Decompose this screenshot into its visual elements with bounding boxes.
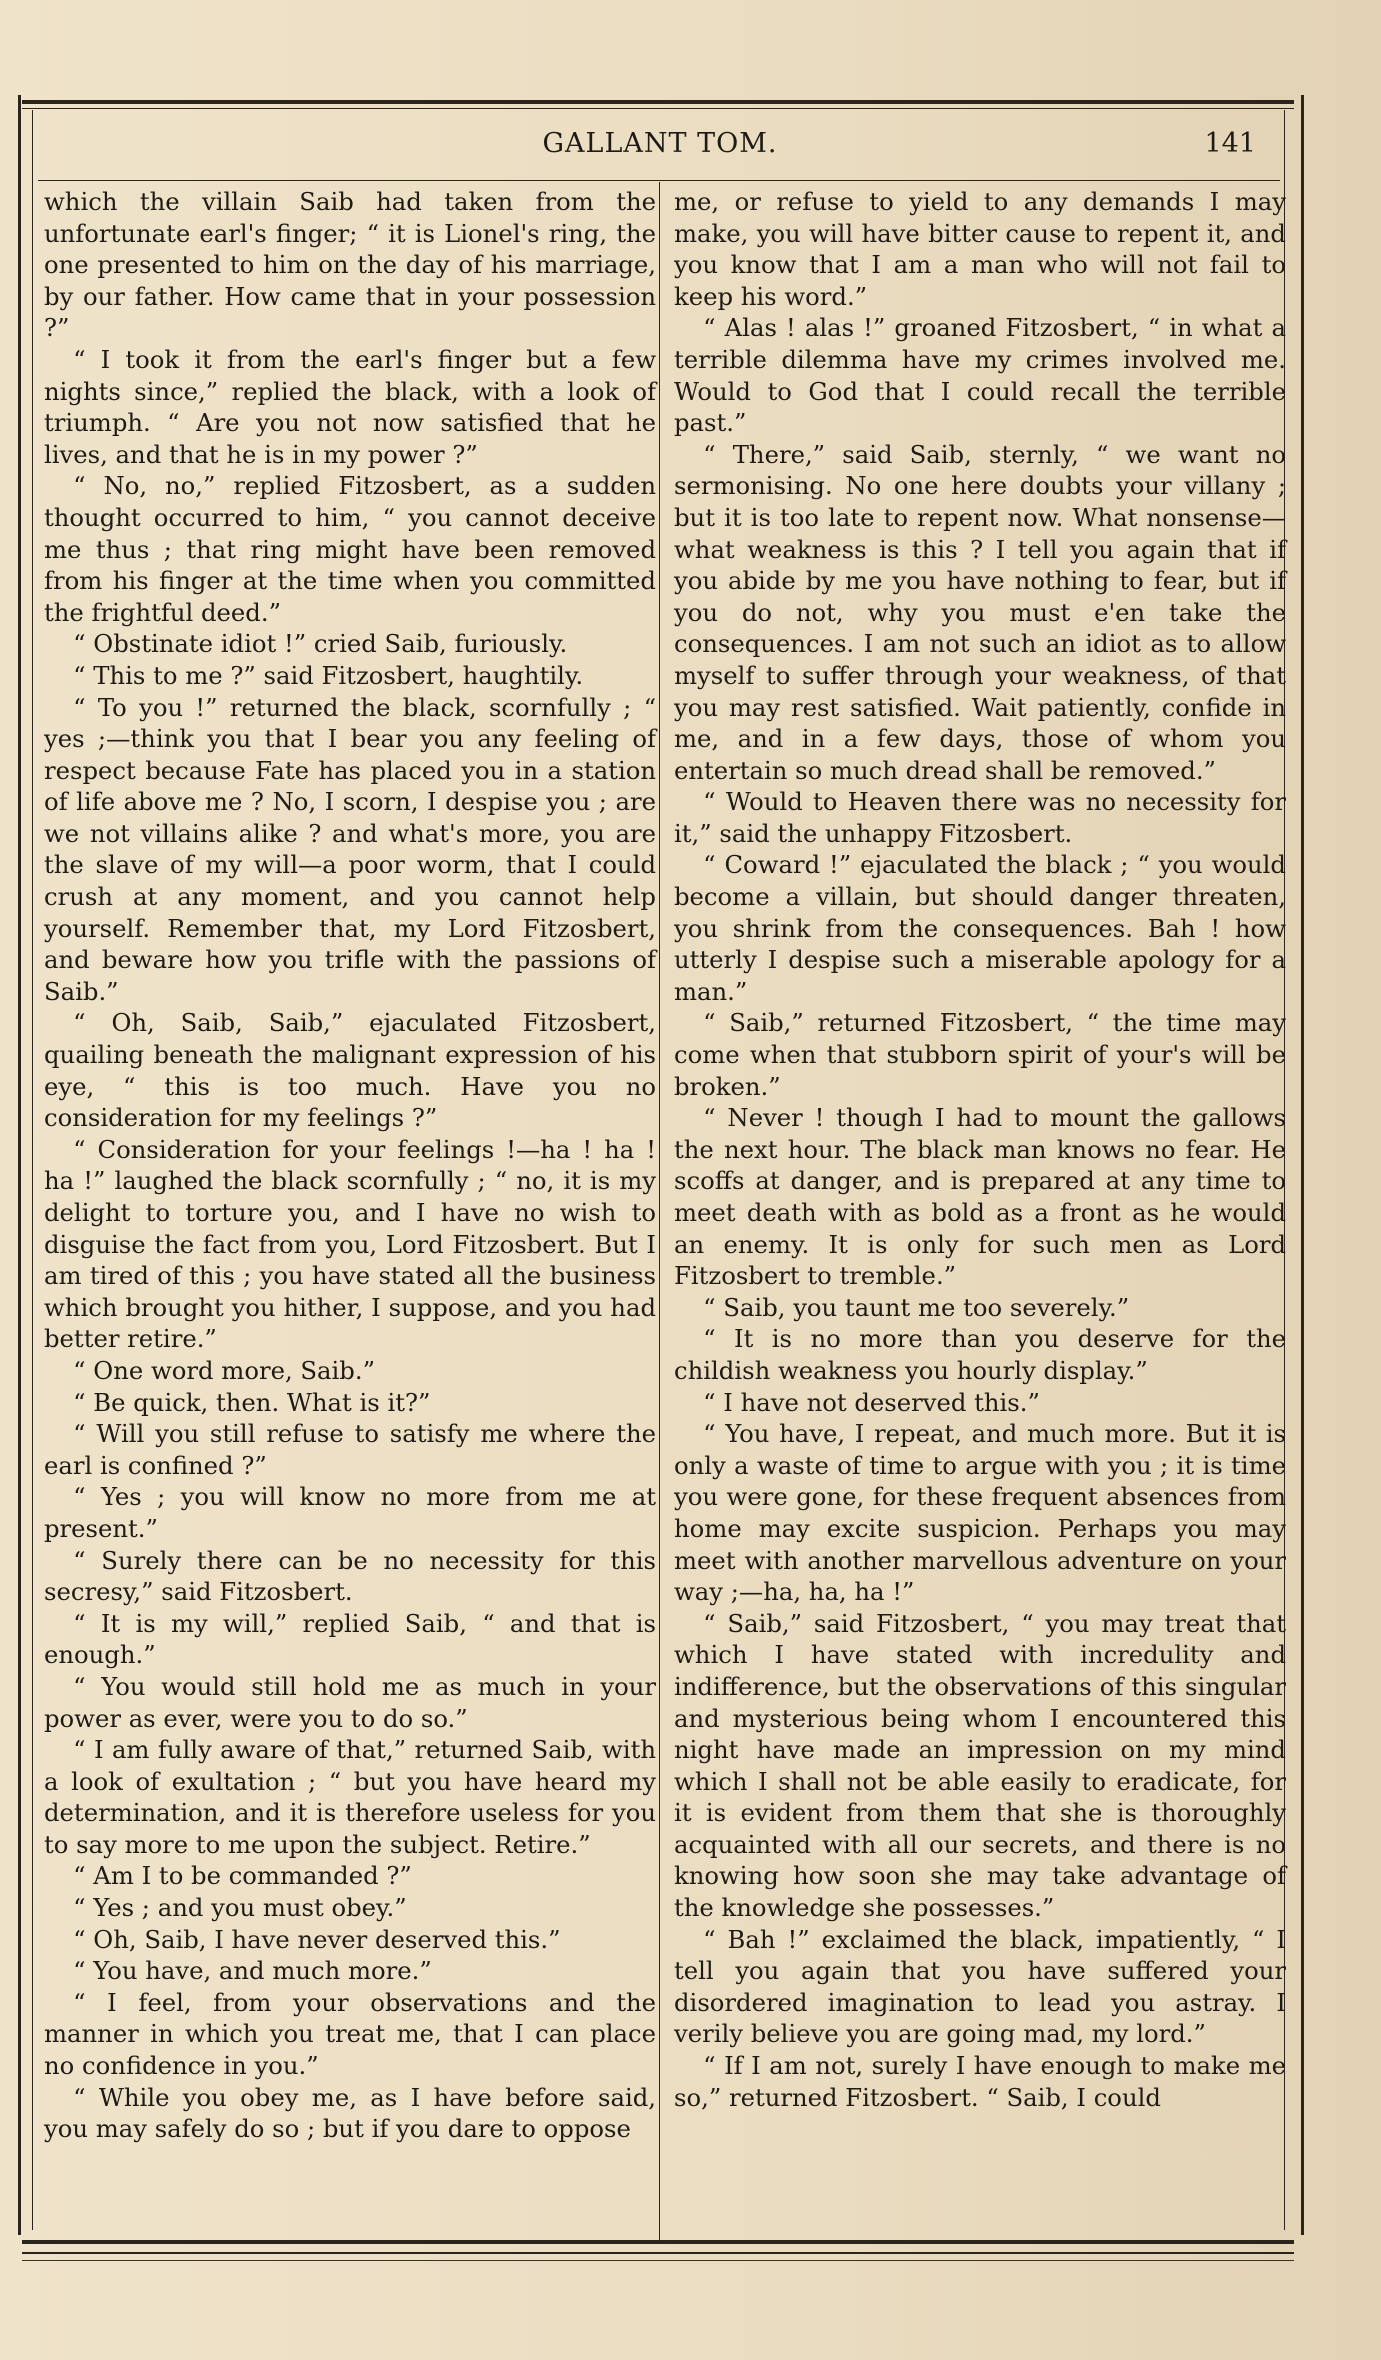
inner-left-rule (32, 110, 33, 2230)
paragraph: “ Oh, Saib, I have never deserved this.” (73, 1924, 561, 1954)
paragraph: “ Saib, you taunt me too severely.” (703, 1292, 1130, 1322)
paragraph: “ I feel, from your observations and the manner in which you treat me, that I can place no confidence in you.” (44, 1987, 656, 2081)
paragraph: “ I am fully aware of that,” returned Saib, with a look of exultation ; “ but you have heard my determination, and it is therefore useless for you to say more to me upon the subject. Retire.” (44, 1735, 656, 1859)
paragraph: “ You have, and much more.” (73, 1956, 432, 1986)
paragraph: “ Would to Heaven there was no necessity for it,” said the unhappy Fitzosbert. (674, 787, 1286, 848)
paragraph: “ You would still hold me as much in your power as ever, were you to do so.” (44, 1671, 656, 1733)
paragraph: me, or refuse to yield to any demands I may make, you will have bitter cause to repent it, and you know that I am a man who will not fail to keep his word.” (674, 187, 1286, 311)
page-number: 141 (1204, 128, 1256, 159)
paragraph: “ Alas ! alas !” groaned Fitzosbert, “ in what a terrible dilemma have my crimes involved me. Would to God that I could recall the terrible past.” (674, 313, 1286, 438)
header-rule (38, 180, 1280, 181)
paragraph: “ Yes ; and you must obey.” (73, 1893, 407, 1923)
bottom-rule (22, 2240, 1294, 2244)
right-column (674, 186, 1286, 2113)
paragraph: “ Will you still refuse to satisfy me where the earl is confined ?” (44, 1419, 656, 1480)
running-header (40, 128, 1280, 172)
paragraph: “ Yes ; you will know no more from me at present.” (44, 1482, 656, 1543)
paragraph: “ Never ! though I had to mount the gallows the next hour. The black man knows no fear. He scoffs at danger, and is prepared at any time to meet death with as bold as a front as he would an enemy. It is only for such men as Lord Fitzosbert to tremble.” (674, 1103, 1286, 1291)
paragraph: “ This to me ?” said Fitzosbert, haughtily. (73, 660, 584, 690)
bottom-rule-mid (22, 2252, 1294, 2254)
paragraph: “ To you !” returned the black, scornfully ; “ yes ;—think you that I bear you any feeling of respect because Fate has placed you in a station of life above me ? No, I scorn, I despise you ; are we not villains alike ? and what's more, you are the slave of my will—a poor worm, that I could crush at any moment, and you cannot help yourself. Remember that, my Lord Fitzosbert, and beware how you trifle with the passions of Saib.” (44, 692, 656, 1006)
paragraph: “ One word more, Saib.” (73, 1355, 375, 1385)
paragraph: “ There,” said Saib, sternly, “ we want no sermonising. No one here doubts your villany ; but it is too late to repent now. What nonsense—what weakness is this ? I tell you again that if you abide by me you have nothing to fear, but if you do not, why you must e'en take the consequences. I am not such an idiot as to allow myself to suffer through your weakness, of that you may rest satisfied. Wait patiently, confide in me, and in a few days, those of whom you entertain so much dread shall be removed.” (674, 439, 1286, 785)
paragraph: “ Saib,” said Fitzosbert, “ you may treat that which I have stated with incredulity and indifference, but the observations of this singular and mysterious being whom I encountered this night have made an impression on my mind which I shall not be able easily to eradicate, for it is evident from them that she is thoroughly acquainted with all our secrets, and there is no knowing how soon she may take advantage of the knowledge she possesses.” (674, 1608, 1286, 1923)
paragraph: “ If I am not, surely I have enough to make me so,” returned Fitzosbert. “ Saib, I could (674, 2051, 1286, 2112)
paragraph: “ Be quick, then. What is it?” (73, 1387, 431, 1417)
bottom-rule-thin (22, 2260, 1294, 2261)
paragraph: “ It is my will,” replied Saib, “ and that is enough.” (44, 1608, 656, 1670)
paragraph: “ Obstinate idiot !” cried Saib, furiously. (73, 629, 568, 659)
running-title: GALLANT TOM. (542, 128, 778, 159)
paragraph: “ Surely there can be no necessity for this secresy,” said Fitzosbert. (44, 1545, 656, 1607)
paragraph: “ Am I to be commanded ?” (73, 1861, 412, 1891)
paragraph: “ Saib,” returned Fitzosbert, “ the time may come when that stubborn spirit of your's will be broken.” (674, 1008, 1286, 1101)
paragraph: “ I took it from the earl's finger but a few nights since,” replied the black, with a look of triumph. “ Are you not now satisfied that he lives, and that he is in my power ?” (44, 344, 656, 469)
left-column (44, 186, 656, 2145)
paragraph: “ It is no more than you deserve for the childish weakness you hourly display.” (674, 1324, 1286, 1385)
paragraph: “ I have not deserved this.” (703, 1387, 1040, 1417)
paragraph: which the villain Saib had taken from the unfortunate earl's finger; “ it is Lionel's ring, the one presented to him on the day of his marriage, by our father. How came that in your possession ?” (44, 187, 656, 343)
paragraph: “ Coward !” ejaculated the black ; “ you would become a villain, but should danger threaten, you shrink from the consequences. Bah ! how utterly I despise such a miserable apology for a man.” (674, 850, 1286, 1006)
paragraph: “ Bah !” exclaimed the black, impatiently, “ I tell you again that you have suffered your disordered imagination to lead you astray. I verily believe you are going mad, my lord.” (674, 1924, 1286, 2049)
paragraph: “ No, no,” replied Fitzosbert, as a sudden thought occurred to him, “ you cannot deceive me thus ; that ring might have been removed from his finger at the time when you committed the frightful deed.” (44, 471, 656, 627)
paragraph: “ Oh, Saib, Saib,” ejaculated Fitzosbert, quailing beneath the malignant expression of his eye, “ this is too much. Have you no consideration for my feelings ?” (44, 1008, 656, 1133)
paragraph: “ Consideration for your feelings !—ha ! ha ! ha !” laughed the black scornfully ; “ no, it is my delight to torture you, and I have no wish to disguise the fact from you, Lord Fitzosbert. But I am tired of this ; you have stated all the business which brought you hither, I suppose, and you had better retire.” (44, 1134, 656, 1354)
paragraph: “ You have, I repeat, and much more. But it is only a waste of time to argue with you ; it is time you were gone, for these frequent absences from home may excite suspicion. Perhaps you may meet with another marvellous adventure on your way ;—ha, ha, ha !” (674, 1419, 1286, 1607)
paragraph: “ While you obey me, as I have before said, you may safely do so ; but if you dare to oppose (44, 2082, 656, 2144)
column-divider (659, 182, 660, 2244)
